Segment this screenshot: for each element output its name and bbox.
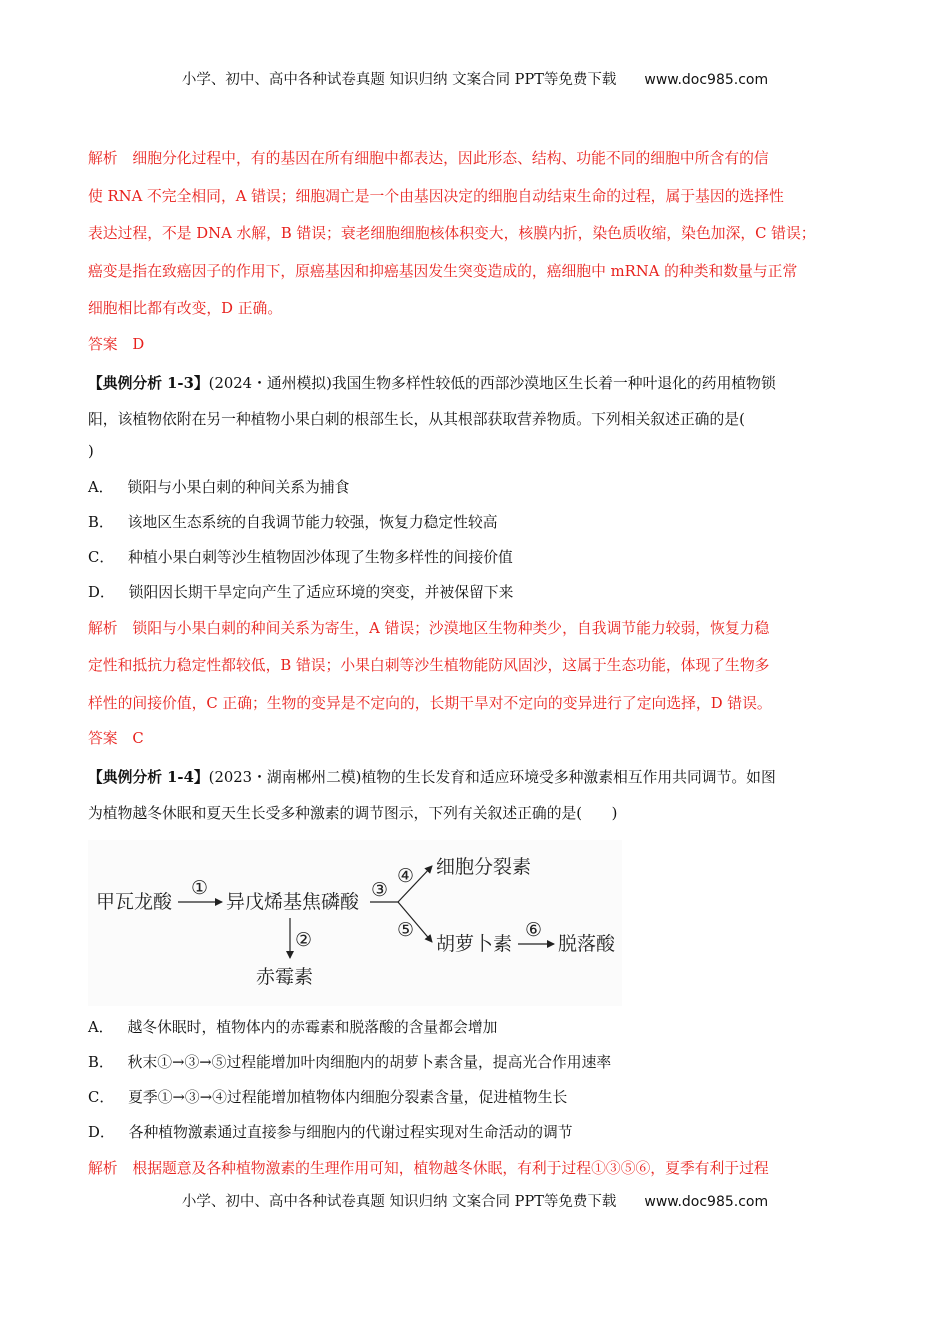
header-text: 小学、初中、高中各种试卷真题 知识归纳 文案合同 PPT等免费下载 — [181, 72, 617, 88]
node-cytokinin: 细胞分裂素 — [436, 856, 532, 878]
page-content — [88, 140, 872, 1188]
question-stem-line: 为植物越冬休眠和夏天生长受多种激素的调节图示，下列有关叙述正确的是( ) — [88, 805, 618, 822]
page-header — [0, 68, 950, 89]
analysis-line: 定性和抵抗力稳定性都较低，B 错误；小果白刺等沙生植物能防风固沙，这属于生态功能，体现了生物多 — [88, 657, 770, 674]
analysis-block-1 — [88, 140, 872, 328]
analysis-line: 样性的间接价值，C 正确；生物的变异是不定向的，长期干旱对不定向的变异进行了定向选择，D 错误。 — [88, 694, 772, 712]
step-6 — [525, 919, 542, 941]
option-b: B． 秋末①→③→⑤过程能增加叶肉细胞内的胡萝卜素含量，提高光合作用速率 — [88, 1054, 612, 1071]
question-1-4 — [88, 760, 872, 1188]
svg-text:①: ① — [191, 877, 209, 899]
footer-text: 小学、初中、高中各种试卷真题 知识归纳 文案合同 PPT等免费下载 — [181, 1194, 617, 1210]
question-stem-line: ) — [88, 442, 94, 460]
analysis-line: 解析 细胞分化过程中，有的基因在所有细胞中都表达，因此形态、结构、功能不同的细胞中所含有的信 — [88, 150, 769, 167]
node-gibberellin: 赤霉素 — [256, 966, 314, 988]
step-4 — [397, 865, 414, 887]
option-a: A． 锁阳与小果白刺的种间关系为捕食 — [88, 478, 350, 496]
answer-1-3: 答案 C — [88, 730, 144, 747]
analysis-line: 解析 锁阳与小果白刺的种间关系为寄生，A 错误；沙漠地区生物种类少，自我调节能力较弱，恢复力稳 — [88, 619, 770, 637]
question-stem-line: 【典例分析 1-3】(2024・通州模拟)我国生物多样性较低的西部沙漠地区生长着一种叶退化的药用植物锁 — [88, 374, 776, 392]
answer-1: 答案 D — [88, 335, 145, 353]
page-footer — [0, 1190, 950, 1211]
analysis-block-1-3 — [88, 610, 872, 723]
option-a: A． 越冬休眠时，植物体内的赤霉素和脱落酸的含量都会增加 — [88, 1019, 498, 1036]
node-mevalonic-acid: 甲瓦龙酸 — [96, 891, 173, 913]
svg-text:⑤: ⑤ — [397, 919, 415, 941]
option-c: C． 种植小果白刺等沙生植物固沙体现了生物多样性的间接价值 — [88, 548, 513, 566]
question-stem-line: 【典例分析 1-4】(2023・湖南郴州二模)植物的生长发育和适应环境受多种激素相互作用共同调节。如图 — [88, 769, 776, 786]
question-tag: 【典例分析 1-4】 — [88, 769, 209, 786]
question-tag: 【典例分析 1-3】 — [88, 374, 209, 392]
step-2 — [295, 929, 312, 951]
analysis-line: 解析 根据题意及各种植物激素的生理作用可知，植物越冬休眠，有利于过程①③⑤⑥，夏季有利于过程 — [88, 1160, 769, 1177]
question-stem-line: 阳，该植物依附在另一种植物小果白刺的根部生长，从其根部获取营养物质。下列相关叙述正确的是( — [88, 410, 745, 428]
svg-text:③: ③ — [371, 879, 389, 901]
analysis-line: 癌变是指在致癌因子的作用下，原癌基因和抑癌基因发生突变造成的，癌细胞中 mRNA 的种类和数量与正常 — [88, 262, 798, 280]
analysis-line: 使 RNA 不完全相同，A 错误；细胞凋亡是一个由基因决定的细胞自动结束生命的过程，属于基因的选择性 — [88, 187, 784, 205]
header-url[interactable]: www.doc985.com — [644, 72, 769, 88]
option-d: D． 各种植物激素通过直接参与细胞内的代谢过程实现对生命活动的调节 — [88, 1124, 573, 1141]
svg-text:②: ② — [295, 929, 313, 951]
svg-text:④: ④ — [397, 865, 415, 887]
svg-text:⑥: ⑥ — [525, 919, 543, 941]
footer-url[interactable]: www.doc985.com — [644, 1194, 769, 1210]
node-carotene: 胡萝卜素 — [436, 933, 513, 955]
node-abscisic-acid: 脱落酸 — [558, 933, 616, 955]
analysis-block-1-4 — [88, 1150, 872, 1188]
step-5 — [397, 919, 414, 941]
option-d: D． 锁阳因长期干旱定向产生了适应环境的突变，并被保留下来 — [88, 583, 514, 601]
step-3 — [371, 879, 388, 901]
option-b: B． 该地区生态系统的自我调节能力较强，恢复力稳定性较高 — [88, 513, 498, 531]
step-1 — [191, 877, 208, 899]
analysis-line: 表达过程，不是 DNA 水解，B 错误；衰老细胞细胞核体积变大，核膜内折，染色质收缩，染色加深，C 错误； — [88, 225, 816, 242]
option-c: C． 夏季①→③→④过程能增加植物体内细胞分裂素含量，促进植物生长 — [88, 1089, 568, 1106]
pathway-svg — [88, 840, 622, 1006]
question-1-3 — [88, 366, 872, 755]
node-ipp: 异戊烯基焦磷酸 — [226, 891, 360, 913]
analysis-line: 细胞相比都有改变，D 正确。 — [88, 300, 283, 317]
hormone-pathway-diagram — [88, 840, 622, 1006]
